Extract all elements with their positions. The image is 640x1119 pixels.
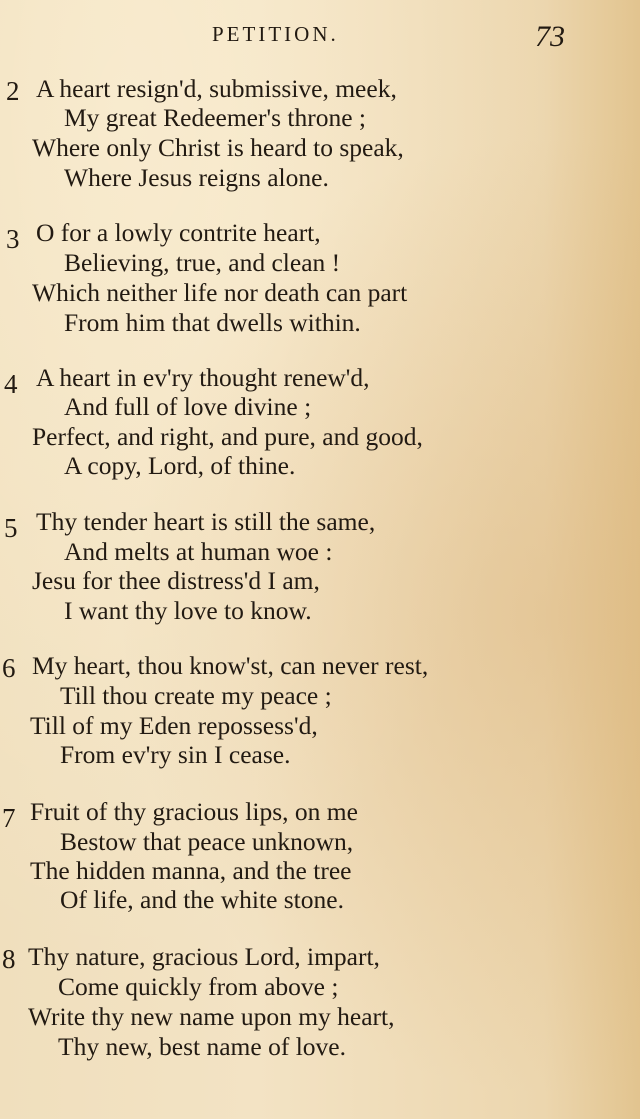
hymn-line: Till of my Eden repossess'd, xyxy=(30,711,318,740)
stanza-number: 8 xyxy=(2,944,16,974)
hymn-line: Where only Christ is heard to speak, xyxy=(32,133,404,162)
hymn-line: O for a lowly contrite heart, xyxy=(36,218,321,247)
hymn-line: Come quickly from above ; xyxy=(58,972,339,1001)
hymn-line: A copy, Lord, of thine. xyxy=(64,451,296,480)
hymn-line: Perfect, and right, and pure, and good, xyxy=(32,422,423,451)
stanza-number: 4 xyxy=(4,369,18,399)
hymn-line: Where Jesus reigns alone. xyxy=(64,163,329,192)
hymn-line: Thy tender heart is still the same, xyxy=(36,507,376,536)
running-head: PETITION. xyxy=(212,22,339,46)
hymn-line: Believing, true, and clean ! xyxy=(64,248,341,277)
stanza-number: 3 xyxy=(6,224,20,254)
stanza-number: 2 xyxy=(6,76,20,106)
hymn-line: Fruit of thy gracious lips, on me xyxy=(30,797,358,826)
hymn-line: My heart, thou know'st, can never rest, xyxy=(32,651,429,680)
hymn-line: From ev'ry sin I cease. xyxy=(60,740,291,769)
hymn-line: A heart in ev'ry thought renew'd, xyxy=(36,363,370,392)
stanza-number: 6 xyxy=(2,653,16,683)
hymn-line: From him that dwells within. xyxy=(64,308,361,337)
hymn-line: Bestow that peace unknown, xyxy=(60,827,354,856)
stanza-number: 5 xyxy=(4,513,18,543)
hymn-line: My great Redeemer's throne ; xyxy=(64,103,366,132)
hymn-line: Which neither life nor death can part xyxy=(32,278,408,307)
stanza-number: 7 xyxy=(2,803,16,833)
hymn-line: Jesu for thee distress'd I am, xyxy=(32,566,320,595)
hymn-line: And full of love divine ; xyxy=(64,392,312,421)
hymn-line: Thy new, best name of love. xyxy=(58,1032,346,1061)
hymn-line: I want thy love to know. xyxy=(64,596,312,625)
hymn-line: Thy nature, gracious Lord, impart, xyxy=(28,942,380,971)
hymn-line: Write thy new name upon my heart, xyxy=(28,1002,395,1031)
hymn-line: Of life, and the white stone. xyxy=(60,885,344,914)
hymn-line: And melts at human woe : xyxy=(64,537,333,566)
hymn-line: Till thou create my peace ; xyxy=(60,681,332,710)
hymn-line: A heart resign'd, submissive, meek, xyxy=(36,74,397,103)
page-number: 73 xyxy=(535,20,565,53)
hymn-line: The hidden manna, and the tree xyxy=(30,856,352,885)
